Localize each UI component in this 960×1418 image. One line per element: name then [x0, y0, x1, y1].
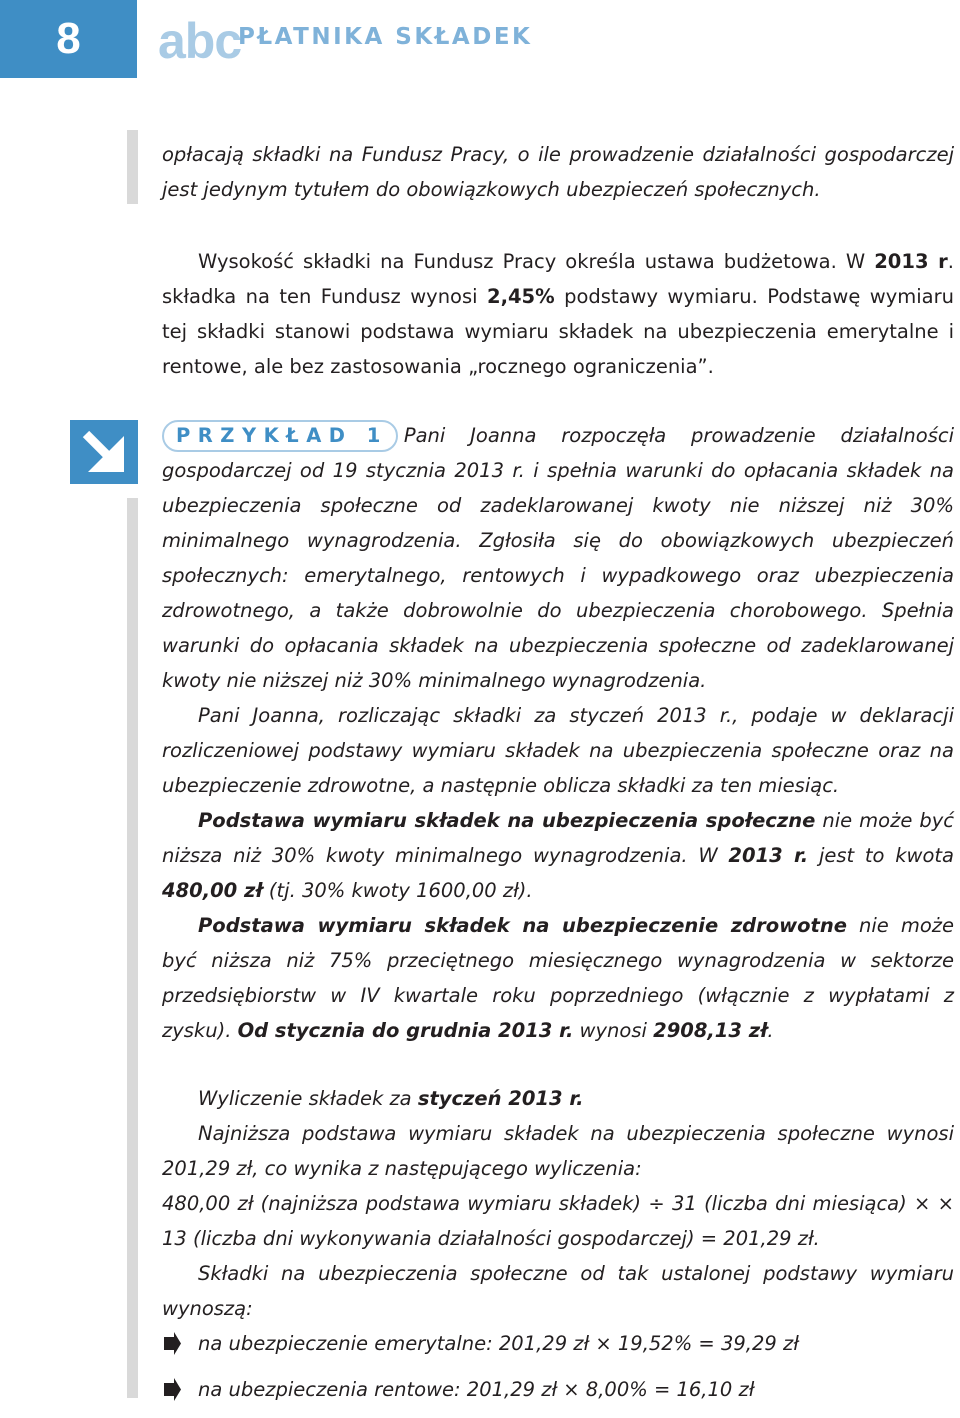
example-block [162, 418, 954, 1048]
text-bold: 2013 r. [728, 844, 809, 867]
list-item [162, 1372, 954, 1418]
margin-bar [127, 498, 138, 1398]
text: jest to kwota [808, 844, 954, 867]
calc-formula: 480,00 zł (najniższa podstawa wymiaru składek) ÷ 31 (liczba dni miesiąca) × × 13 (liczba dni wykonywania działalności gospodarczej) = 201,29 zł. [162, 1192, 954, 1250]
text: nie może być niższa niż 30% kwoty minimalnego wynagrodzenia. W [162, 809, 955, 867]
paragraph-fundusz [162, 244, 954, 384]
example-text: Pani Joanna, rozliczając składki za styczeń 2013 r., podaje w deklaracji rozliczeniowej podstawy wymiaru składek na ubezpieczenia społeczne oraz na ubezpieczenie zdrowotne, a następnie oblicza składki za ten miesiąc. [162, 704, 954, 797]
text-bold: 2908,13 zł [653, 1019, 768, 1042]
example-text: Pani Joanna rozpoczęła prowadzenie działalności gospodarczej od 19 stycznia 2013 r. i spełnia warunki do opłacania składek na ubezpieczenia społeczne od zadeklarowanej kwoty nie niższej niż 30% minimalnego wynagrodzenia. Zgłosiła się do obowiązkowych ubezpieczeń społecznych: emerytalnego, rentowych i wypadkowego oraz ubezpieczenia zdrowotnego, a także dobrowolnie do ubezpieczenia chorobowego. Spełnia warunki do opłacania składek na ubezpieczenia społeczne od zadeklarowanej kwoty nie niższej niż 30% minimalnego wynagrodzenia. [162, 424, 954, 692]
text: . [767, 1019, 774, 1042]
calc-heading-bold: styczeń 2013 r. [417, 1087, 584, 1110]
margin-bar [127, 130, 138, 204]
logo-abc: abc [158, 13, 242, 69]
calc-text: Składki na ubezpieczenia społeczne od tak ustalonej podstawy wymiaru wynoszą: [162, 1262, 954, 1320]
text-bold: 480,00 zł [162, 879, 263, 902]
text-bold: 2,45% [487, 285, 555, 308]
header-title: PŁATNIKA SKŁADEK [238, 24, 533, 50]
calculation-block [162, 1081, 954, 1418]
text: nie może być niższa niż 75% przeciętnego miesięcznego wynagrodzenia w sektorze przedsiębiorstw w IV kwartale roku poprzedniego (włącznie z wypłatami z zysku). [162, 914, 954, 1042]
calc-text: Najniższa podstawa wymiaru składek na ubezpieczenia społeczne wynosi 201,29 zł, co wynika z następującego wyliczenia: [162, 1122, 954, 1180]
text-bold: Podstawa wymiaru składek na ubezpieczenia społeczne [198, 809, 816, 832]
list-item [162, 1326, 954, 1372]
text: wynosi [573, 1019, 654, 1042]
text-bold: Podstawa wymiaru składek na ubezpieczenie zdrowotne [198, 914, 847, 937]
list-item-text: na ubezpieczenie emerytalne: 201,29 zł × 19,52% = 39,29 zł [198, 1332, 799, 1355]
text: (tj. 30% kwoty 1600,00 zł). [262, 879, 533, 902]
arrow-down-right-icon [70, 420, 138, 484]
text: podstawy wymiaru. Podstawę wymiaru tej składki stanowi podstawa wymiaru składek na ubezpieczenia emerytalne i rentowe, ale bez zastosowania „rocznego ograniczenia”. [162, 285, 954, 378]
calc-heading: Wyliczenie składek za [198, 1087, 418, 1110]
text-bold: 2013 r [874, 250, 948, 273]
page-number: 8 [0, 0, 137, 78]
paragraph-intro [162, 137, 954, 207]
list-item-text: na ubezpieczenia rentowe: 201,29 zł × 8,00% = 16,10 zł [198, 1378, 755, 1401]
text-bold: Od stycznia do grudnia 2013 r. [237, 1019, 574, 1042]
example-label: PRZYKŁAD 1 [162, 420, 398, 452]
text: Wysokość składki na Fundusz Pracy określa ustawa budżetowa. W [198, 250, 875, 273]
arrow-right-icon [162, 1326, 198, 1372]
text: . składka na ten Fundusz wynosi [162, 250, 954, 308]
intro-text: opłacają składki na Fundusz Pracy, o ile prowadzenie działalności gospodarczej jest jedynym tytułem do obowiązkowych ubezpieczeń społecznych. [162, 143, 954, 201]
arrow-right-icon [162, 1372, 198, 1418]
